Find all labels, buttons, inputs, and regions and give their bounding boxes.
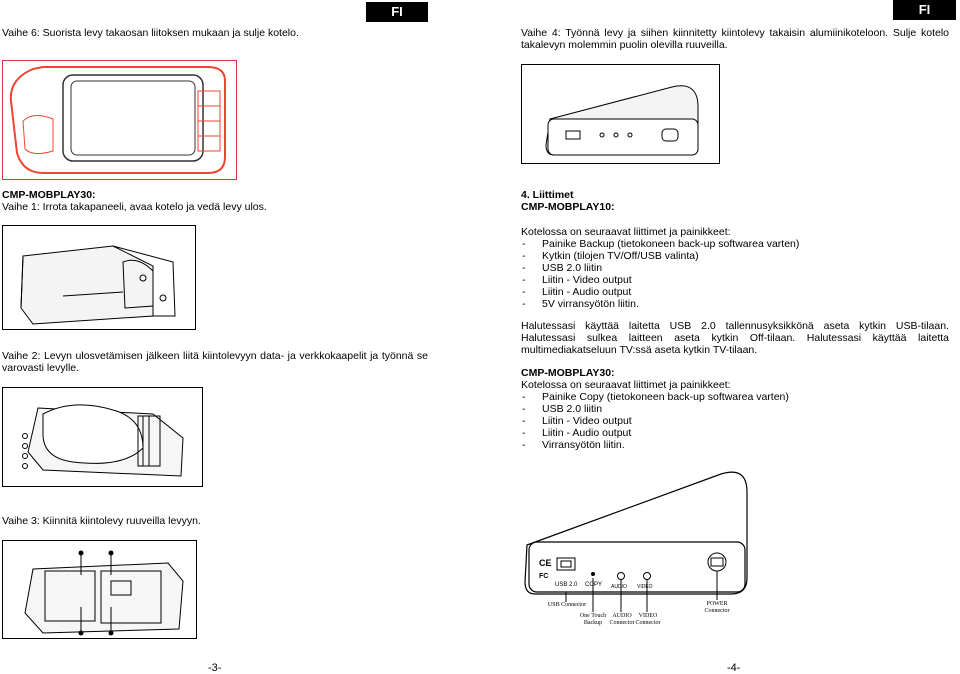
usage-note: Halutessasi käyttää laitetta USB 2.0 tallennusyksikkönä aseta kytkin USB-tilaan. Halutessasi sulkea laitteen aseta kytkin Off-tilaan. Halutessasi käyttää laitetta multimediakatseluun TV:ssä aseta kytkin TV-tilaan. xyxy=(521,320,949,356)
back-panel-diagram xyxy=(521,470,759,636)
panel-label-video: VIDEO xyxy=(637,584,653,590)
list-item: - Painike Copy (tietokoneen back-up softwarea varten) xyxy=(521,391,941,403)
step1-text: Vaihe 1: Irrota takapaneeli, avaa kotelo ja vedä levy ulos. xyxy=(2,201,267,213)
list-item: - Liitin - Video output xyxy=(521,415,941,427)
open-case-illustration xyxy=(3,226,195,329)
list-item: - USB 2.0 liitin xyxy=(521,262,941,274)
lang-badge-left: FI xyxy=(366,2,428,22)
screw-drive-illustration xyxy=(3,541,196,638)
figure-step4-closed-case xyxy=(521,64,720,164)
model-heading-mobplay30: CMP-MOBPLAY30: xyxy=(521,367,615,379)
panel-label-usb: USB 2.0 xyxy=(555,582,578,588)
step2-text: Vaihe 2: Levyn ulosvetämisen jälkeen liitä kiintolevyyn data- ja verkkokaapelit ja työnnä se varovasti levylle. xyxy=(2,350,428,374)
list-item: - Liitin - Video output xyxy=(521,274,941,286)
caption-video-connector: VIDEO Connector xyxy=(635,613,661,626)
figure-step6-enclosure xyxy=(2,60,237,180)
figure-step2-connect-drive xyxy=(2,387,203,487)
connector-list-mobplay30 xyxy=(521,391,941,451)
page-number-right: -4- xyxy=(727,662,741,674)
caption-usb-connector: USB Connector xyxy=(547,602,587,608)
list-item: - Liitin - Audio output xyxy=(521,286,941,298)
figure-step3-screw-drive xyxy=(2,540,197,639)
model-heading-left: CMP-MOBPLAY30: xyxy=(2,189,96,201)
figure-step1-open-case xyxy=(2,225,196,330)
panel-label-audio: AUDIO xyxy=(611,584,627,590)
intro-mobplay30: Kotelossa on seuraavat liittimet ja painikkeet: xyxy=(521,379,731,391)
caption-power-connector: POWER Connector xyxy=(704,601,730,614)
svg-text:CE: CE xyxy=(539,558,552,568)
list-item: - Virransyötön liitin. xyxy=(521,439,941,451)
caption-one-touch-backup: One Touch Backup xyxy=(579,613,607,626)
list-item: - Liitin - Audio output xyxy=(521,427,941,439)
enclosure-tray-illustration xyxy=(3,61,236,179)
closed-case-illustration xyxy=(522,65,719,163)
caption-audio-connector: AUDIO Connector xyxy=(609,613,635,626)
intro-mobplay10: Kotelossa on seuraavat liittimet ja painikkeet: xyxy=(521,226,731,238)
connector-list-mobplay10 xyxy=(521,238,941,310)
panel-label-copy: COPY xyxy=(585,582,603,588)
list-item: - 5V virransyötön liitin. xyxy=(521,298,941,310)
step3-text: Vaihe 3: Kiinnitä kiintolevy ruuveilla levyyn. xyxy=(2,515,201,527)
list-item: - Kytkin (tilojen TV/Off/USB valinta) xyxy=(521,250,941,262)
step6-text: Vaihe 6: Suorista levy takaosan liitoksen mukaan ja sulje kotelo. xyxy=(2,27,299,39)
list-item: - Painike Backup (tietokoneen back-up softwarea varten) xyxy=(521,238,941,250)
model-heading-mobplay10: CMP-MOBPLAY10: xyxy=(521,201,615,213)
list-item: - USB 2.0 liitin xyxy=(521,403,941,415)
section-title: 4. Liittimet xyxy=(521,189,574,201)
svg-text:FC: FC xyxy=(539,573,549,580)
step4-text: Vaihe 4: Työnnä levy ja siihen kiinnitetty kiintolevy takaisin alumiinikoteloon. Sulje kotelo takalevyn molemmin puolin olevilla ruuveilla. xyxy=(521,27,949,51)
connect-drive-illustration xyxy=(3,388,202,486)
lang-badge-right: FI xyxy=(893,0,956,20)
page-number-left: -3- xyxy=(208,662,222,674)
